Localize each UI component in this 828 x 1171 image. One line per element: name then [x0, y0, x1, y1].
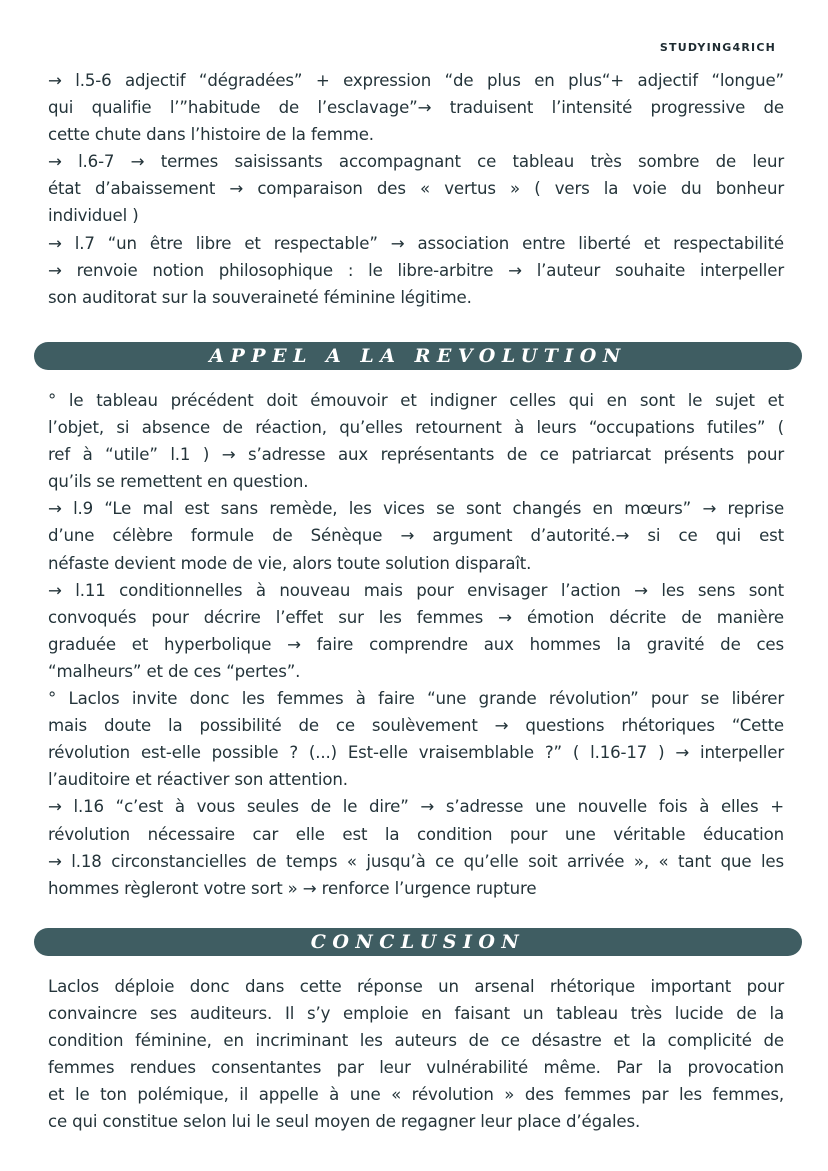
text-line: Laclos déploie donc dans cette réponse un arsenal rhétorique important pour	[48, 977, 784, 996]
appel-paragraph	[48, 387, 784, 902]
text-line: → l.6-7 → termes saisissants accompagnant ce tableau très sombre de leur	[48, 152, 784, 172]
text-line: graduée et hyperbolique → faire comprendre aux hommes la gravité de ces	[48, 634, 784, 654]
text-line: → l.18 circonstancielles de temps « jusqu’à ce qu’elle soit arrivée », « tant que les	[48, 851, 784, 871]
text-line: individuel )	[48, 206, 139, 226]
text-line: ref à “utile” l.1 ) → s’adresse aux représentants de ce patriarcat présents pour	[48, 445, 784, 465]
conclusion-paragraph	[48, 973, 784, 1136]
text-line: qui qualifie l’”habitude de l’esclavage”→ traduisent l’intensité progressive de	[48, 98, 784, 118]
text-line: ° Laclos invite donc les femmes à faire “une grande révolution” pour se libérer	[48, 689, 784, 709]
text-line: → l.7 “un être libre et respectable” → association entre liberté et respectabilité	[48, 233, 784, 253]
section-title: APPEL A LA REVOLUTION	[209, 345, 627, 367]
brand-watermark: STUDYING4RICH	[659, 41, 776, 54]
text-line: mais doute la possibilité de ce soulèvement → questions rhétoriques “Cette	[48, 716, 784, 736]
text-line: d’une célèbre formule de Sénèque → argument d’autorité.→ si ce qui est	[48, 526, 784, 546]
text-line: qu’ils se remettent en question.	[48, 472, 309, 492]
text-line: → l.9 “Le mal est sans remède, les vices se sont changés en mœurs” → reprise	[48, 499, 784, 519]
text-line: → l.5-6 adjectif “dégradées” + expression “de plus en plus“+ adjectif “longue”	[48, 71, 784, 90]
text-line: condition féminine, en incriminant les auteurs de ce désastre et la complicité de	[48, 1031, 784, 1051]
text-line: et le ton polémique, il appelle à une « révolution » des femmes par les femmes,	[48, 1085, 784, 1105]
text-line: révolution nécessaire car elle est la condition pour une véritable éducation	[48, 824, 784, 844]
section-title: CONCLUSION	[310, 931, 526, 953]
text-line: néfaste devient mode de vie, alors toute solution disparaît.	[48, 553, 532, 573]
text-line: cette chute dans l’histoire de la femme.	[48, 125, 374, 145]
section-header-appel	[34, 342, 802, 370]
text-line: l’objet, si absence de réaction, qu’elles retournent à leurs “occupations futiles” (	[48, 418, 784, 438]
text-line: convaincre ses auditeurs. Il s’y emploie en faisant un tableau très lucide de la	[48, 1004, 784, 1024]
text-line: convoqués pour décrire l’effet sur les femmes → émotion décrite de manière	[48, 607, 784, 627]
text-line: l’auditoire et réactiver son attention.	[48, 770, 348, 790]
text-line: → l.16 “c’est à vous seules de le dire” → s’adresse une nouvelle fois à elles +	[48, 797, 784, 817]
section-header-conclusion	[34, 928, 802, 956]
text-line: femmes rendues consentantes par leur vulnérabilité même. Par la provocation	[48, 1058, 784, 1078]
text-line: → renvoie notion philosophique : le libre-arbitre → l’auteur souhaite interpeller	[48, 260, 784, 280]
text-line: hommes règleront votre sort » → renforce l’urgence rupture	[48, 878, 537, 898]
text-line: son auditorat sur la souveraineté féminine légitime.	[48, 287, 472, 307]
intro-paragraph	[48, 67, 784, 311]
text-line: ce qui constitue selon lui le seul moyen de regagner leur place d’égales.	[48, 1112, 641, 1132]
text-line: “malheurs” et de ces “pertes”.	[48, 661, 301, 681]
text-line: état d’abaissement → comparaison des « vertus » ( vers la voie du bonheur	[48, 179, 784, 199]
text-line: révolution est-elle possible ? (...) Est-elle vraisemblable ?” ( l.16-17 ) → interpeller	[48, 743, 784, 763]
text-line: ° le tableau précédent doit émouvoir et indigner celles qui en sont le sujet et	[48, 391, 784, 410]
text-line: → l.11 conditionnelles à nouveau mais pour envisager l’action → les sens sont	[48, 580, 784, 600]
